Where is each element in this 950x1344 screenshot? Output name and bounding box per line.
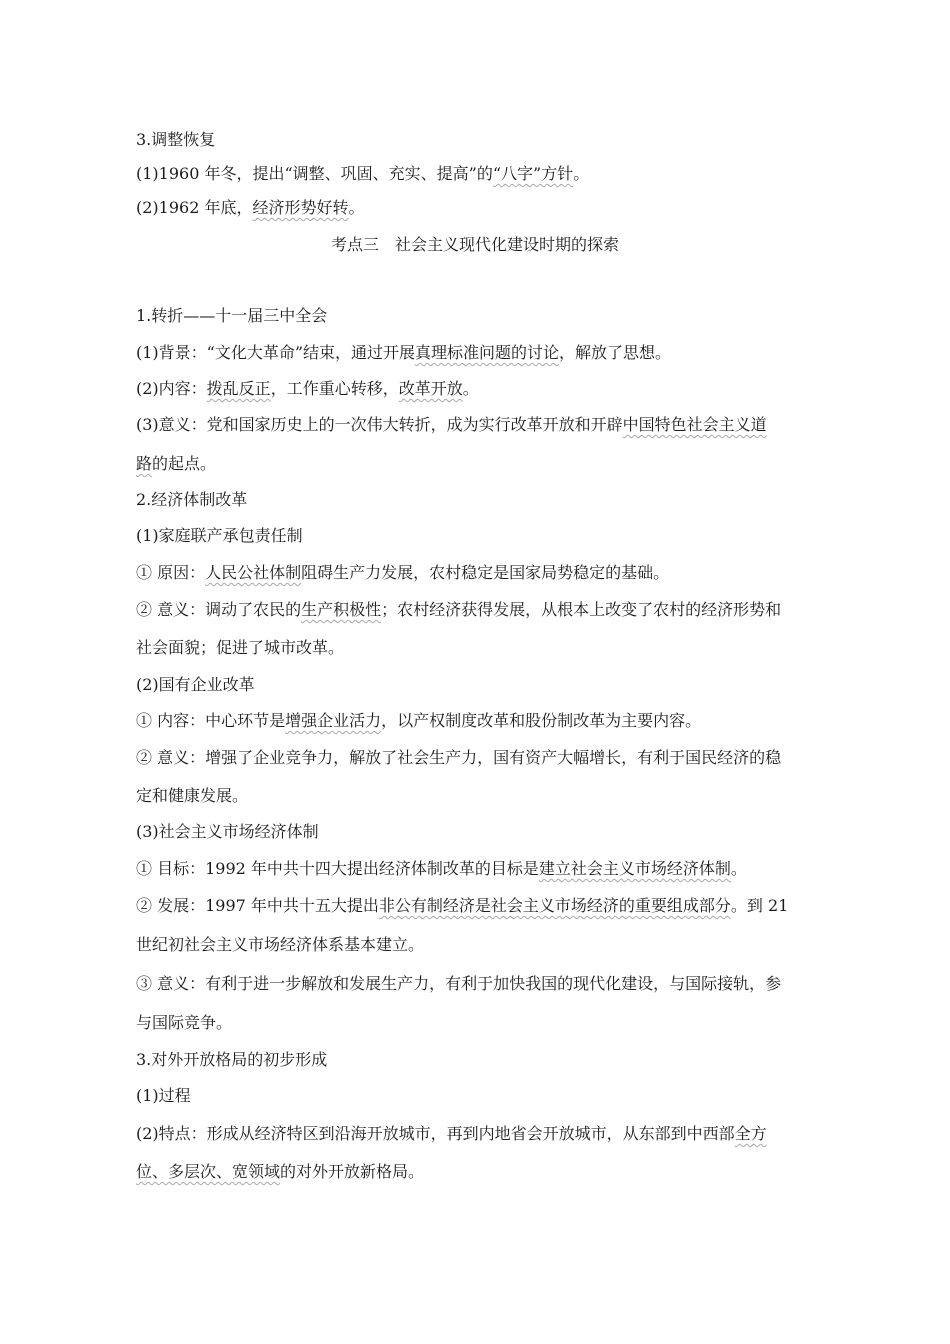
paragraph: (2)1962 年底，经济形势好转。 xyxy=(136,198,365,217)
underlined-term: 人民公社体制 xyxy=(205,563,302,582)
underlined-term: 拨乱反正 xyxy=(206,379,271,398)
section-heading: 3.对外开放格局的初步形成 xyxy=(136,1050,328,1069)
underlined-term: 全方 xyxy=(734,1124,767,1143)
underlined-term: 非公有制经济是社会主义市场经济的重要组成部分 xyxy=(378,896,731,915)
section-heading: 2.经济体制改革 xyxy=(136,490,248,509)
paragraph: (2)特点：形成从经济特区到沿海开放城市，再到内地省会开放城市，从东部到中西部全方 xyxy=(136,1124,767,1143)
paragraph: (3)意义：党和国家历史上的一次伟大转折，成为实行改革开放和开辟中国特色社会主义道 xyxy=(136,415,767,434)
paragraph-continued: 定和健康发展。 xyxy=(136,786,249,805)
section-heading: 1.转折——十一届三中全会 xyxy=(136,306,328,325)
paragraph: ① 目标：1992 年中共十四大提出经济体制改革的目标是建立社会主义市场经济体制。 xyxy=(136,859,747,878)
subsection-heading: (3)社会主义市场经济体制 xyxy=(136,822,319,841)
underlined-term: “八字”方针 xyxy=(492,164,574,183)
subsection-heading: (2)国有企业改革 xyxy=(136,675,255,694)
underlined-term: 路 xyxy=(136,454,153,473)
underlined-term: 中国特色社会主义道 xyxy=(622,415,767,434)
underlined-term: 建立社会主义市场经济体制 xyxy=(538,859,731,878)
paragraph-continued: 与国际竞争。 xyxy=(136,1013,233,1032)
paragraph: ① 原因：人民公社体制阻碍生产力发展，农村稳定是国家局势稳定的基础。 xyxy=(136,563,670,582)
paragraph: ② 发展：1997 年中共十五大提出非公有制经济是社会主义市场经济的重要组成部分。到 21 xyxy=(136,896,789,915)
underlined-term: 位、多层次、宽领域 xyxy=(136,1162,281,1181)
underlined-term: 改革开放 xyxy=(398,379,463,398)
paragraph-continued: 社会面貌；促进了城市改革。 xyxy=(136,638,345,657)
paragraph: ③ 意义：有利于进一步解放和发展生产力，有利于加快我国的现代化建设，与国际接轨，参 xyxy=(136,974,782,993)
paragraph: ① 内容：中心环节是增强企业活力，以产权制度改革和股份制改革为主要内容。 xyxy=(136,711,702,730)
subsection-heading: (1)家庭联产承包责任制 xyxy=(136,526,303,545)
paragraph: (1)1960 年冬，提出“调整、巩固、充实、提高”的“八字”方针。 xyxy=(136,164,590,183)
paragraph: ② 意义：调动了农民的生产积极性；农村经济获得发展，从根本上改变了农村的经济形势和 xyxy=(136,600,782,619)
paragraph-continued: 世纪初社会主义市场经济体系基本建立。 xyxy=(136,935,425,954)
page-title: 考点三 社会主义现代化建设时期的探索 xyxy=(330,235,619,254)
paragraph: ② 意义：增强了企业竞争力，解放了社会生产力，国有资产大幅增长，有利于国民经济的稳 xyxy=(136,748,782,767)
paragraph-continued: 位、多层次、宽领域的对外开放新格局。 xyxy=(136,1162,425,1181)
paragraph-continued: 路的起点。 xyxy=(136,454,217,473)
paragraph: (1)背景：“文化大革命”结束，通过开展真理标准问题的讨论，解放了思想。 xyxy=(136,343,672,362)
underlined-term: 增强企业活力 xyxy=(285,711,382,730)
underlined-term: 真理标准问题的讨论 xyxy=(415,343,560,362)
section-heading: 3.调整恢复 xyxy=(136,130,216,149)
underlined-term: 经济形势好转 xyxy=(252,198,349,217)
paragraph: (2)内容：拨乱反正，工作重心转移，改革开放。 xyxy=(136,379,479,398)
subsection-heading: (1)过程 xyxy=(136,1086,191,1105)
underlined-term: 生产积极性 xyxy=(301,600,382,619)
